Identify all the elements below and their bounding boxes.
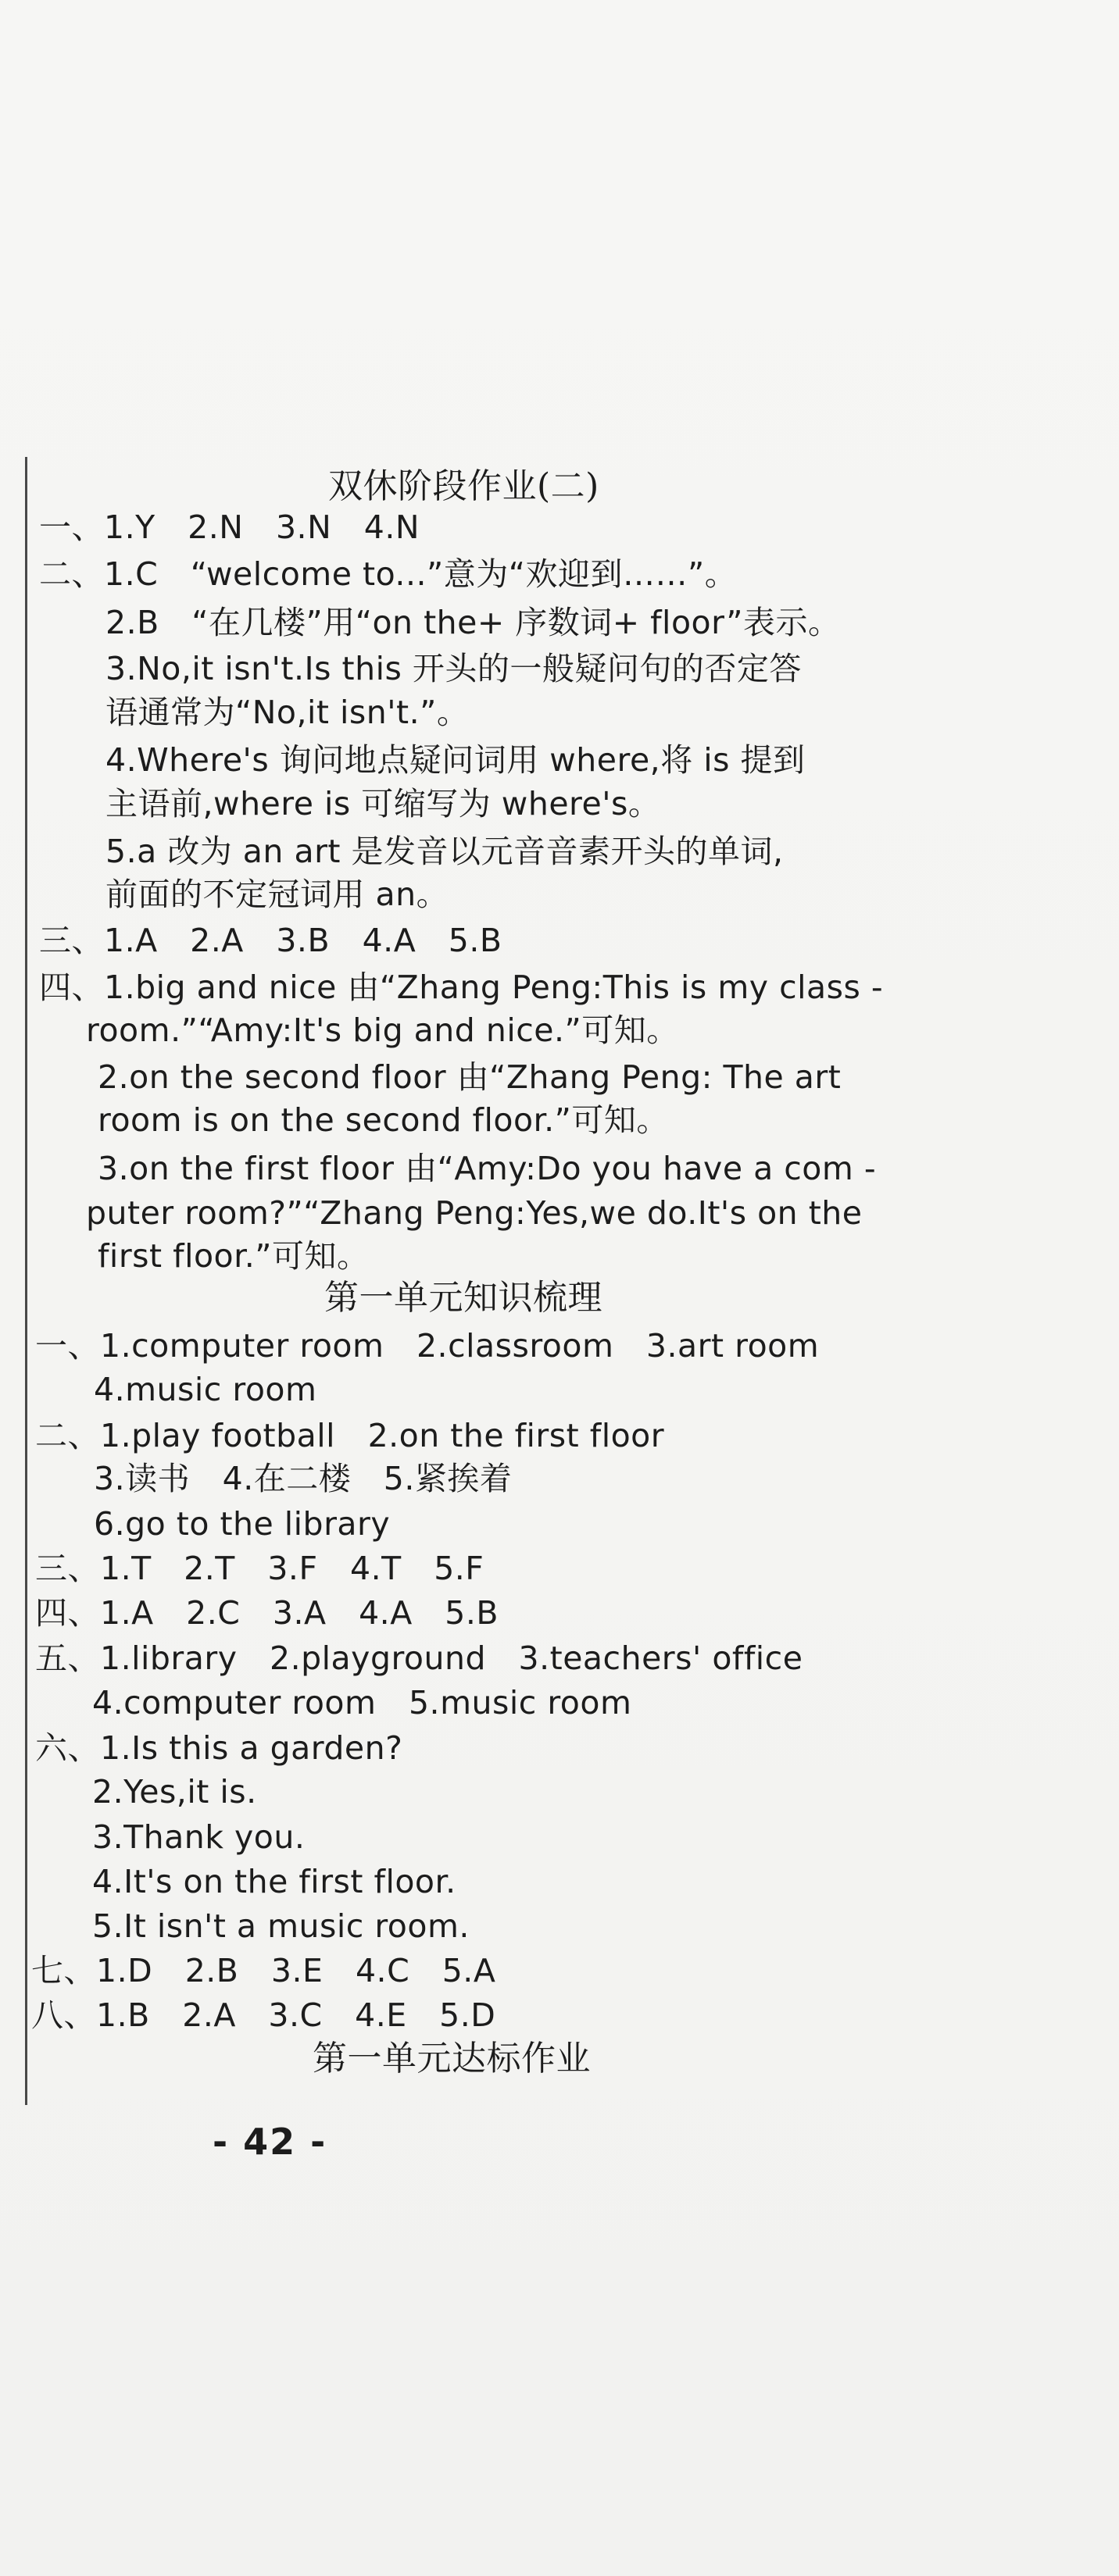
section-title-weekend-homework: 双休阶段作业(二) bbox=[328, 466, 599, 506]
answer-line: room.”“Amy:It's big and nice.”可知。 bbox=[86, 1011, 679, 1049]
answer-line: 4.It's on the first floor. bbox=[92, 1863, 456, 1900]
answer-line: 3.读书 4.在二楼 5.紧挨着 bbox=[94, 1460, 513, 1497]
answer-line: 八、1.B 2.A 3.C 4.E 5.D bbox=[31, 1996, 496, 2034]
answer-line: 四、1.A 2.C 3.A 4.A 5.B bbox=[35, 1594, 499, 1632]
answer-line: 前面的不定冠词用 an。 bbox=[105, 876, 449, 913]
section-title-unit-review: 第一单元知识梳理 bbox=[324, 1278, 602, 1318]
answer-line: 六、1.Is this a garden? bbox=[35, 1729, 403, 1767]
page-number: - 42 - bbox=[213, 2121, 327, 2163]
answer-line: 4.computer room 5.music room bbox=[92, 1684, 632, 1721]
answer-line: 3.Thank you. bbox=[92, 1818, 306, 1856]
answer-line: 二、1.C “welcome to...”意为“欢迎到……”。 bbox=[39, 555, 738, 593]
answer-line: 三、1.A 2.A 3.B 4.A 5.B bbox=[39, 922, 502, 959]
answer-line: 四、1.big and nice 由“Zhang Peng:This is my class - bbox=[39, 969, 884, 1006]
answer-line: 5.a 改为 an art 是发音以元音音素开头的单词, bbox=[105, 833, 784, 870]
answer-line: 2.B “在几楼”用“on the+ 序数词+ floor”表示。 bbox=[105, 604, 841, 641]
answer-line: 2.Yes,it is. bbox=[92, 1773, 257, 1811]
section-title-unit-test: 第一单元达标作业 bbox=[313, 2039, 591, 2078]
answer-line: 一、1.computer room 2.classroom 3.art room bbox=[35, 1327, 820, 1365]
answer-line: 语通常为“No,it isn't.”。 bbox=[105, 694, 470, 731]
answer-line: 一、1.Y 2.N 3.N 4.N bbox=[39, 508, 420, 546]
answer-line: 五、1.library 2.playground 3.teachers' office bbox=[35, 1639, 803, 1677]
answer-line: puter room?”“Zhang Peng:Yes,we do.It's on the bbox=[86, 1194, 863, 1232]
answer-line: 4.music room bbox=[94, 1371, 317, 1408]
answer-line: 七、1.D 2.B 3.E 4.C 5.A bbox=[31, 1952, 496, 1989]
answer-line: 3.No,it isn't.Is this 开头的一般疑问句的否定答 bbox=[105, 650, 802, 687]
answer-line: 二、1.play football 2.on the first floor bbox=[35, 1417, 665, 1454]
answer-line: 2.on the second floor 由“Zhang Peng: The art bbox=[98, 1058, 842, 1096]
answer-line: 5.It isn't a music room. bbox=[92, 1907, 470, 1945]
answer-line: 三、1.T 2.T 3.F 4.T 5.F bbox=[35, 1550, 484, 1587]
answer-line: 主语前,where is 可缩写为 where's。 bbox=[105, 785, 661, 822]
answer-line: 4.Where's 询问地点疑问词用 where,将 is 提到 bbox=[105, 741, 806, 779]
answer-line: room is on the second floor.”可知。 bbox=[98, 1101, 669, 1139]
answer-line: 3.on the first floor 由“Amy:Do you have a com - bbox=[98, 1150, 877, 1187]
answer-line: 6.go to the library bbox=[94, 1505, 391, 1543]
answer-line: first floor.”可知。 bbox=[98, 1237, 370, 1275]
margin-rule bbox=[25, 457, 27, 2105]
